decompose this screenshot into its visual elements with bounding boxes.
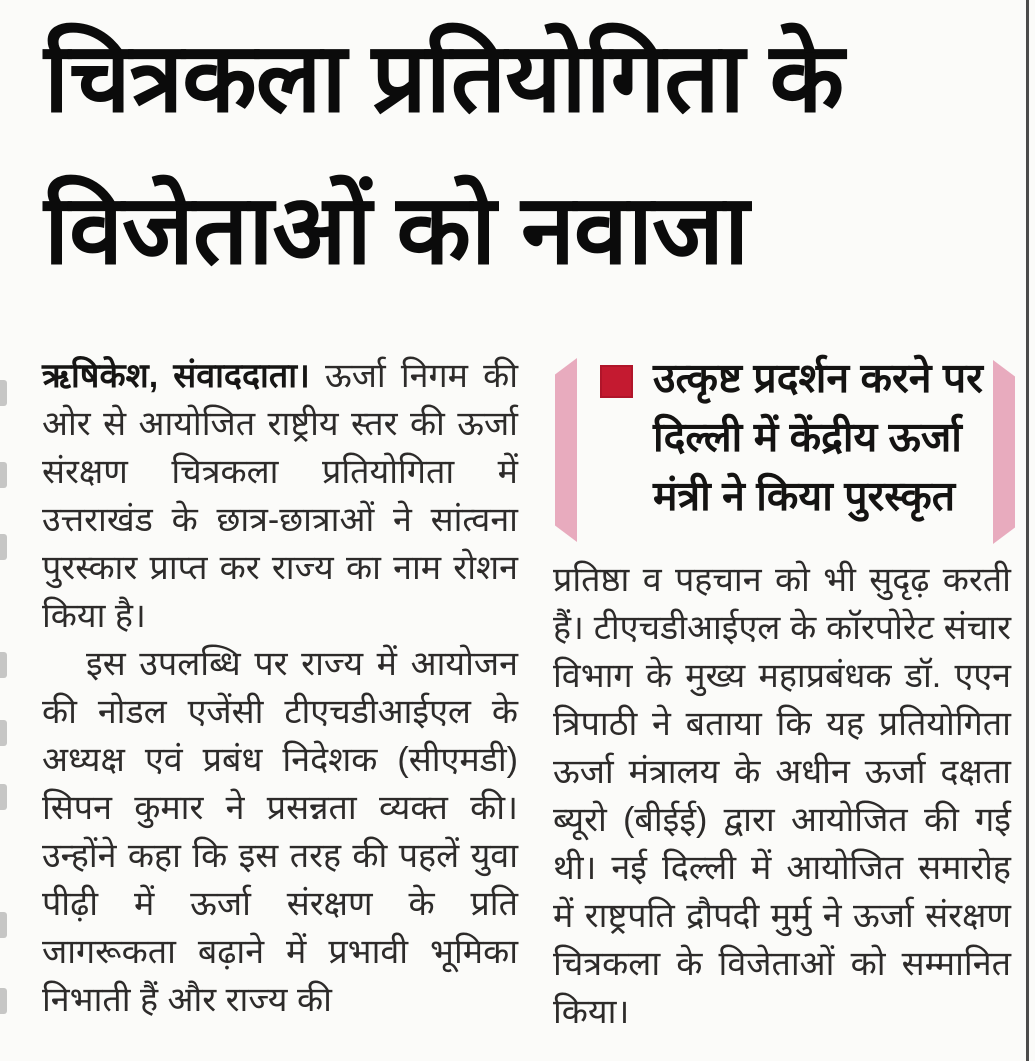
left-edge-clipped-text	[0, 352, 14, 1052]
article-headline	[44, 2, 994, 306]
dateline: ऋषिकेश, संवाददाता।	[42, 357, 310, 395]
clipped-glyph-sliver	[0, 652, 7, 678]
headline-line-1: चित्रकला प्रतियोगिता के	[44, 23, 844, 132]
clipped-glyph-sliver	[0, 534, 7, 560]
paragraph-dateline	[42, 352, 518, 640]
pull-quote-text: उत्कृष्ट प्रदर्शन करने पर दिल्ली में केंद्रीय ऊर्जा मंत्री ने किया पुरस्कृत	[653, 355, 983, 519]
paragraph-3-text: प्रतिष्ठा व पहचान को भी सुदृढ़ करती हैं। टीएचडीआईएल के कॉरपोरेट संचार विभाग के मुख्य महाप्रबंधक डॉ. एएन त्रिपाठी ने बताया कि यह प्रतियोगिता ऊर्जा मंत्रालय के अधीन ऊर्जा दक्षता ब्यूरो (बीईई) द्वारा आयोजित की गई थी। नई दिल्ली में आयोजित समारोह में राष्ट्रपति द्रौपदी मुर्मु ने ऊर्जा संरक्षण चित्रकला के विजेताओं को सम्मानित किया।	[553, 561, 1011, 1031]
body-column-left	[42, 352, 518, 1024]
body-column-right	[553, 556, 1011, 1036]
clipped-glyph-sliver	[0, 912, 7, 938]
paragraph-1-text: ऊर्जा निगम की ओर से आयोजित राष्ट्रीय स्तर की ऊर्जा संरक्षण चित्रकला प्रतियोगिता में उत्तराखंड के छात्र-छात्राओं ने सांत्वना पुरस्कार प्राप्त कर राज्य का नाम रोशन किया है।	[42, 357, 518, 635]
clipped-glyph-sliver	[0, 380, 7, 406]
column-divider-rule	[1026, 0, 1029, 1061]
paragraph-2-text: इस उपलब्धि पर राज्य में आयोजन की नोडल एजेंसी टीएचडीआईएल के अध्यक्ष एवं प्रबंध निदेशक (सीएमडी) सिपन कुमार ने प्रसन्नता व्यक्त की। उन्होंने कहा कि इस तरह की पहलें युवा पीढ़ी में ऊर्जा संरक्षण के प्रति जागरूकता बढ़ाने में प्रभावी भूमिका निभाती हैं और राज्य की	[42, 645, 518, 1019]
pull-quote-right-bar	[993, 360, 1015, 544]
pull-quote-box	[553, 352, 1013, 554]
pull-quote-left-bar	[555, 358, 577, 542]
clipped-glyph-sliver	[0, 784, 7, 810]
red-square-bullet-icon	[600, 365, 633, 398]
clipped-glyph-sliver	[0, 720, 7, 746]
headline-line-2: विजेताओं को नवाजा	[44, 175, 749, 284]
clipped-glyph-sliver	[0, 988, 7, 1014]
clipped-glyph-sliver	[0, 462, 7, 488]
